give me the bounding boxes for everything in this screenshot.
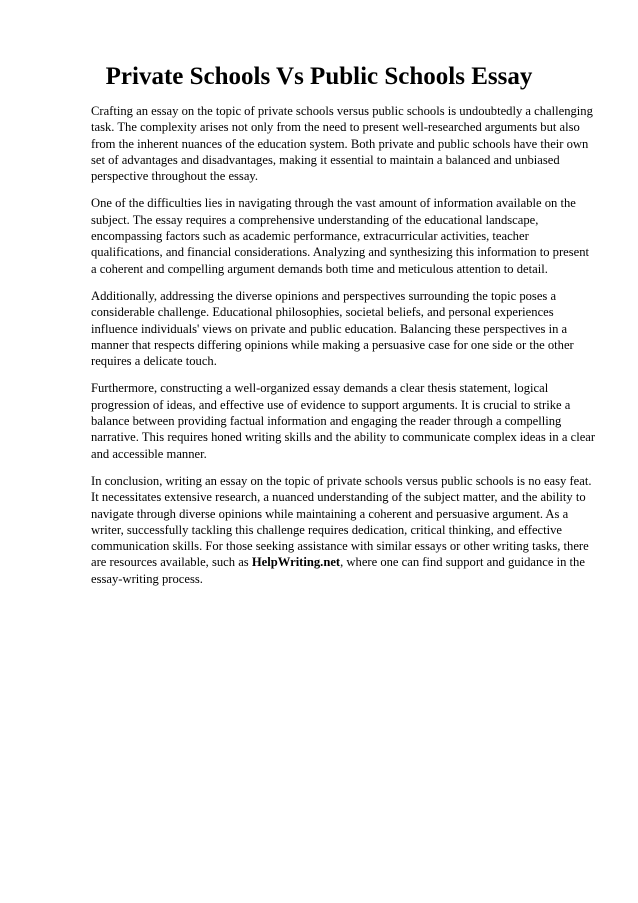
paragraph-1: Crafting an essay on the topic of private schools versus public schools is undoubtedly a challenging task. The complexity arises not only from the need to present well-researched arguments but also from the inherent nuances of the education system. Both private and public schools have their own set of advantages and disadvantages, making it essential to maintain a balanced and unbiased perspective throughout the essay. [91, 104, 593, 184]
document-body [91, 103, 596, 598]
paragraph-2: One of the difficulties lies in navigating through the vast amount of information available on the subject. The essay requires a comprehensive understanding of the educational landscape, encompassing factors such as academic performance, extracurricular activities, teacher qualifications, and financial considerations. Analyzing and synthesizing this information to present a coherent and compelling argument demands both time and meticulous attention to detail. [91, 196, 590, 276]
paragraph-4: Furthermore, constructing a well-organized essay demands a clear thesis statement, logical progression of ideas, and effective use of evidence to support arguments. It is crucial to strike a balance between providing factual information and engaging the reader through a compelling narrative. This requires honed writing skills and the ability to communicate complex ideas in a clear and accessible manner. [91, 381, 596, 461]
helpwriting-link[interactable]: HelpWriting.net [251, 555, 341, 570]
conclusion-text-after: , where one can find support and guidance in the essay-writing process. [91, 555, 585, 586]
document-title: Private Schools Vs Public Schools Essay [105, 63, 533, 90]
paragraph-3: Additionally, addressing the diverse opinions and perspectives surrounding the topic poses a considerable challenge. Educational philosophies, societal beliefs, and personal experiences influence individuals' views on private and public education. Balancing these perspectives in a manner that respects differing opinions while making a persuasive case for one side or the other requires a delicate touch. [91, 288, 574, 369]
conclusion-text-before: In conclusion, writing an essay on the topic of private schools versus public schools is no easy feat. It necessitates extensive research, a nuanced understanding of the subject matter, and the ability to navigate through diverse opinions while maintaining a coherent and persuasive argument. As a writer, successfully tackling this challenge requires dedication, critical thinking, and effective communication skills. For those seeking assistance with similar essays or other writing tasks, there are resources available, such as [91, 473, 592, 570]
paragraph-conclusion [91, 473, 596, 587]
